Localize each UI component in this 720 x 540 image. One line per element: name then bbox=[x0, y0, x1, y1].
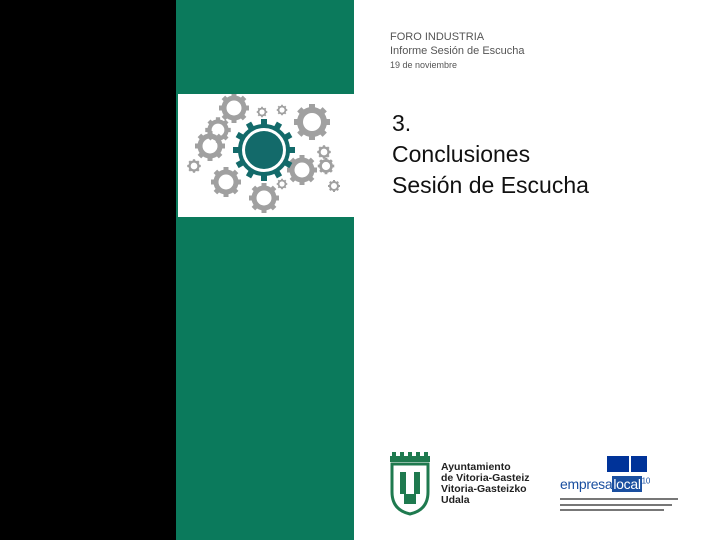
empresalocal-brand bbox=[560, 476, 650, 492]
left-black-band bbox=[0, 0, 176, 540]
ayuntamiento-text bbox=[441, 462, 530, 506]
brand-part-a: empresa bbox=[560, 476, 613, 492]
ayuntamiento-logo bbox=[386, 452, 546, 516]
title-line-2: Sesión de Escucha bbox=[392, 172, 589, 198]
header-date: 19 de noviembre bbox=[390, 60, 458, 70]
gears-illustration bbox=[178, 94, 354, 217]
empresalocal-logo bbox=[557, 452, 683, 514]
header-subtitle: Informe Sesión de Escucha bbox=[390, 45, 525, 57]
logo-fine-print-lines bbox=[560, 496, 678, 512]
gears-icon bbox=[178, 94, 354, 217]
header-title: FORO INDUSTRIA bbox=[390, 31, 485, 43]
ayto-line-4: Udala bbox=[441, 494, 470, 506]
ayto-line-1: Ayuntamiento bbox=[441, 461, 511, 473]
brand-part-c: 10 bbox=[641, 476, 650, 486]
eu-flag-icon-2 bbox=[631, 456, 647, 472]
title-number: 3. bbox=[392, 110, 412, 136]
ayto-line-3: Vitoria-Gasteizko bbox=[441, 483, 527, 495]
eu-flag-icon bbox=[607, 456, 629, 472]
title-line-1: Conclusiones bbox=[392, 141, 531, 167]
ayto-line-2: de Vitoria-Gasteiz bbox=[441, 472, 530, 484]
brand-part-b: local bbox=[613, 476, 641, 492]
page-title bbox=[392, 108, 589, 201]
green-band bbox=[176, 0, 354, 540]
crest-icon bbox=[386, 452, 434, 516]
